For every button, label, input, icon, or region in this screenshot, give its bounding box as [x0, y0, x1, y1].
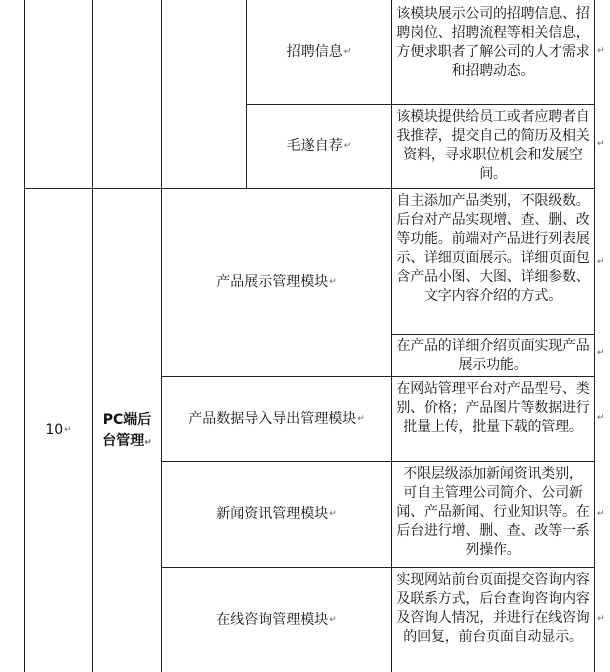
grid-line — [391, 334, 595, 335]
module-name: 产品数据导入导出管理模块 — [188, 410, 357, 427]
paragraph-mark: ↵ — [357, 413, 365, 424]
paragraph-mark: ↵ — [597, 46, 605, 56]
paragraph-mark: ↵ — [597, 413, 605, 423]
module-cell — [162, 189, 391, 376]
module-cell — [247, 0, 391, 104]
description-text: 在产品的详细介绍页面实现产品展示功能。 — [396, 338, 590, 373]
description-cell — [396, 192, 590, 306]
grid-line — [391, 0, 392, 672]
paragraph-mark: ↵ — [64, 425, 72, 435]
module-name: 新闻资讯管理模块 — [216, 506, 329, 522]
paragraph-mark: ↵ — [597, 348, 605, 358]
description-text: 自主添加产品类别，不限级数。后台对产品实现增、查、删、改等功能。前端对产品进行列表展示、详细页面展示。详细页面包含产品小图、大图、详细参数、文字内容介绍的方式。 — [396, 193, 590, 304]
module-cell — [162, 568, 391, 672]
row-number-cell — [25, 189, 92, 672]
paragraph-mark: ↵ — [329, 277, 337, 287]
paragraph-mark: ↵ — [597, 614, 605, 624]
module-cell — [247, 105, 391, 188]
description-text: 在网站管理平台对产品型号、类别、价格；产品图片等数据进行批量上传，批量下载的管理。 — [396, 381, 590, 435]
description-cell — [396, 571, 590, 647]
module-name: 毛遂自荐 — [286, 138, 343, 154]
module-name: 产品展示管理模块 — [216, 274, 329, 290]
description-cell — [396, 108, 590, 184]
paragraph-mark: ↵ — [144, 437, 152, 448]
description-text: 不限层级添加新闻资讯类别， 可自主管理公司简介、公司新闻、产品新闻、行业知识等。在后台进行增、删、查、改等一系列操作。 — [396, 466, 590, 558]
paragraph-mark: ↵ — [343, 46, 352, 57]
paragraph-mark: ↵ — [597, 257, 605, 267]
description-cell — [396, 465, 590, 560]
description-text: 实现网站前台页面提交咨询内容及联系方式，后台查询咨询内容及咨询人情况，并进行在线咨询的回复，前台页面自动显示。 — [396, 572, 590, 645]
row-number: 10 — [45, 422, 64, 438]
paragraph-mark: ↵ — [597, 139, 605, 149]
module-cell — [162, 462, 391, 567]
module-cell — [162, 377, 391, 461]
category-cell — [93, 189, 161, 672]
category-label: PC端后台管理 — [102, 411, 152, 449]
grid-line — [594, 0, 595, 672]
paragraph-mark: ↵ — [329, 509, 337, 519]
paragraph-mark: ↵ — [329, 614, 337, 625]
paragraph-mark: ↵ — [343, 141, 352, 151]
description-cell — [396, 380, 590, 437]
description-text: 该模块展示公司的招聘信息、招聘岗位、招聘流程等相关信息，方便求职者了解公司的人才需求和招聘动态。 — [396, 6, 590, 79]
paragraph-mark: ↵ — [597, 509, 605, 519]
description-text: 该模块提供给员工或者应聘者自我推荐，提交自己的简历及相关资料，寻求职位机会和发展空间。 — [396, 109, 590, 182]
module-name: 在线咨询管理模块 — [216, 611, 329, 628]
module-name: 招聘信息 — [286, 43, 343, 60]
description-cell — [396, 337, 590, 375]
description-cell — [396, 5, 590, 81]
